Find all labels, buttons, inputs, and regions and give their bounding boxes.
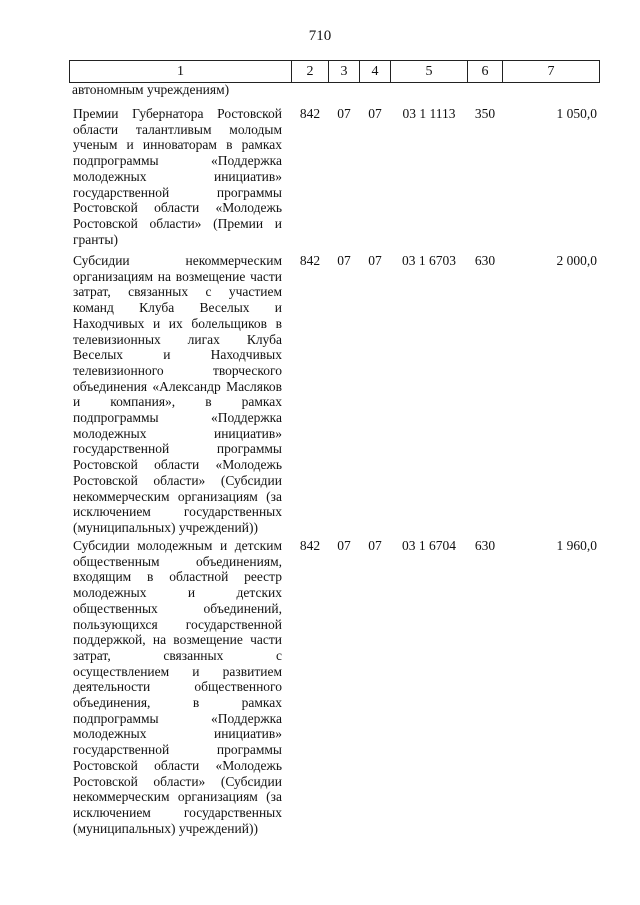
header-cell-6: 6 bbox=[468, 61, 503, 83]
page-number: 710 bbox=[308, 28, 332, 44]
header-cell-1: 1 bbox=[70, 61, 292, 83]
row-amount: 1 050,0 bbox=[556, 106, 597, 121]
continued-text: автономным учреждениям) bbox=[72, 82, 230, 97]
row-section: 07 bbox=[337, 106, 351, 121]
row-expense-type: 630 bbox=[474, 538, 496, 553]
column-header-table bbox=[69, 60, 600, 83]
header-row bbox=[70, 61, 600, 83]
row-amount: 2 000,0 bbox=[556, 253, 597, 268]
row-code: 842 bbox=[299, 106, 321, 121]
row-code: 842 bbox=[299, 253, 321, 268]
row-expense-type: 350 bbox=[474, 106, 496, 121]
row-description: Субсидии молодежным и детским общественным объединениям, входящим в областной реестр молодежных и детских общественных объединений, пользующихся государственной поддержкой, на возмещение части затрат, связанных с осуществлением и развитием деятельности общественного объединения, в рамках подпрограммы «Поддержка молодежных инициатив» государственной программы Ростовской области «Молодежь Ростовской области» (Субсидии некоммерческим организациям (за исключением государственных (муниципальных) учреждений)) bbox=[73, 538, 282, 836]
row-section: 07 bbox=[337, 538, 351, 553]
row-description: Субсидии некоммерческим организациям на возмещение части затрат, связанных с участием команд Клуба Веселых и Находчивых и их болельщиков в телевизионных лигах Клуба Веселых и Находчивых телевизионного творческого объединения «Александр Масляков и компания», в рамках подпрограммы «Поддержка молодежных инициатив» государственной программы Ростовской области «Молодежь Ростовской области» (Субсидии некоммерческим организациям (за исключением государственных (муниципальных) учреждений)) bbox=[73, 253, 282, 535]
row-expense-type: 630 bbox=[474, 253, 496, 268]
row-subsection: 07 bbox=[368, 538, 382, 553]
header-cell-5: 5 bbox=[391, 61, 468, 83]
row-description: Премии Губернатора Ростовской области талантливым молодым ученым и инноваторам в рамках подпрограммы «Поддержка молодежных инициатив» государственной программы Ростовской области «Молодежь Ростовской области» (Премии и гранты) bbox=[73, 106, 282, 247]
row-code: 842 bbox=[299, 538, 321, 553]
row-subsection: 07 bbox=[368, 253, 382, 268]
header-cell-2: 2 bbox=[292, 61, 329, 83]
row-subsection: 07 bbox=[368, 106, 382, 121]
row-section: 07 bbox=[337, 253, 351, 268]
header-cell-3: 3 bbox=[329, 61, 360, 83]
row-target: 03 1 6704 bbox=[402, 538, 456, 553]
row-target: 03 1 1113 bbox=[402, 106, 456, 121]
row-target: 03 1 6703 bbox=[402, 253, 456, 268]
header-cell-4: 4 bbox=[360, 61, 391, 83]
row-amount: 1 960,0 bbox=[556, 538, 597, 553]
header-cell-7: 7 bbox=[503, 61, 600, 83]
